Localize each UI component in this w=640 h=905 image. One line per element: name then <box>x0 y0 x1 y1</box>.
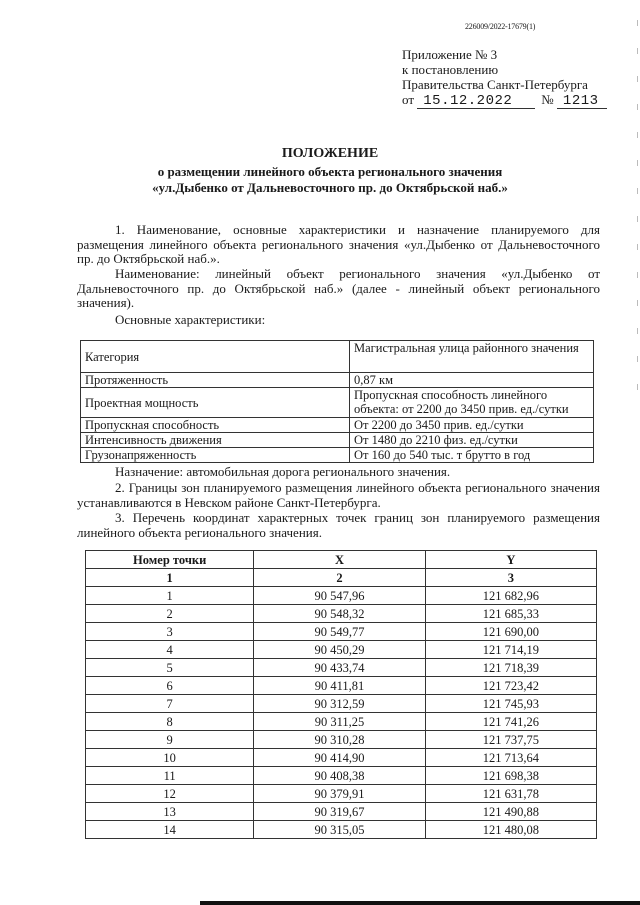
characteristic-key: Грузонапряженность <box>81 448 350 463</box>
point-number: 1 <box>86 587 254 605</box>
characteristics-table <box>80 340 594 463</box>
table-row <box>86 641 597 659</box>
x-coordinate: 90 549,77 <box>254 623 425 641</box>
characteristic-key: Проектная мощность <box>81 388 350 418</box>
decree-date: 15.12.2022 <box>417 95 535 109</box>
x-coordinate: 90 315,05 <box>254 821 425 839</box>
characteristic-value: От 2200 до 3450 прив. ед./сутки <box>350 418 594 433</box>
x-coordinate: 90 548,32 <box>254 605 425 623</box>
y-coordinate: 121 741,26 <box>425 713 596 731</box>
point-number: 4 <box>86 641 254 659</box>
title-subtitle: о размещении линейного объекта регионального значения <box>157 164 503 179</box>
point-number: 14 <box>86 821 254 839</box>
table-row <box>81 373 594 388</box>
point-number: 9 <box>86 731 254 749</box>
table-row <box>86 713 597 731</box>
table-row <box>86 803 597 821</box>
characteristic-value: От 160 до 540 тыс. т брутто в год <box>350 448 594 463</box>
appendix-line: Правительства Санкт-Петербурга <box>402 77 588 92</box>
table-row <box>86 749 597 767</box>
appendix-line: к постановлению <box>402 62 499 77</box>
table-row <box>81 448 594 463</box>
y-coordinate: 121 490,88 <box>425 803 596 821</box>
point-number: 8 <box>86 713 254 731</box>
point-number: 7 <box>86 695 254 713</box>
decree-number: 1213 <box>557 95 607 109</box>
characteristic-value: Пропускная способность линейного объекта: от 2200 до 3450 прив. ед./сутки <box>350 388 594 418</box>
y-coordinate: 121 698,38 <box>425 767 596 785</box>
column-header-x: X <box>254 551 425 569</box>
from-label: от <box>402 92 415 107</box>
paragraph-2-boundaries: 2. Границы зон планируемого размещения линейного объекта регионального значения устанавливаются в Невском районе Санкт-Петербурга. <box>77 480 600 510</box>
table-row <box>81 433 594 448</box>
point-number: 6 <box>86 677 254 695</box>
x-coordinate: 90 547,96 <box>254 587 425 605</box>
number-sign: № <box>541 92 554 107</box>
document-title <box>120 146 540 196</box>
table-row <box>86 623 597 641</box>
table-row <box>86 767 597 785</box>
x-coordinate: 90 310,28 <box>254 731 425 749</box>
table-column-number-row <box>86 569 597 587</box>
x-coordinate: 90 379,91 <box>254 785 425 803</box>
characteristic-value: Магистральная улица районного значения <box>350 341 594 373</box>
table-row <box>86 677 597 695</box>
table-row <box>86 587 597 605</box>
table-row <box>86 605 597 623</box>
paragraph-2: Наименование: линейный объект регионального значения «ул.Дыбенко от Дальневосточного пр. до Октябрьской наб.» (далее - линейный объект регионального значения). <box>77 266 600 310</box>
title-object-name: «ул.Дыбенко от Дальневосточного пр. до Октябрьской наб.» <box>152 180 508 195</box>
paragraph-1: 1. Наименование, основные характеристики и назначение планируемого для размещения линейного объекта регионального значения «ул.Дыбенко от Дальневосточного пр. до Октябрьской наб.». <box>77 222 600 266</box>
point-number: 13 <box>86 803 254 821</box>
table-row <box>81 418 594 433</box>
table-row <box>81 388 594 418</box>
table-row <box>86 731 597 749</box>
table-row <box>86 821 597 839</box>
characteristic-key: Протяженность <box>81 373 350 388</box>
x-coordinate: 90 408,38 <box>254 767 425 785</box>
table-row <box>86 695 597 713</box>
point-number: 5 <box>86 659 254 677</box>
characteristic-key: Пропускная способность <box>81 418 350 433</box>
scan-edge-artifact <box>637 20 638 400</box>
y-coordinate: 121 714,19 <box>425 641 596 659</box>
appendix-line: Приложение № 3 <box>402 47 498 62</box>
x-coordinate: 90 411,81 <box>254 677 425 695</box>
y-coordinate: 121 737,75 <box>425 731 596 749</box>
paragraph-3-coordinates: 3. Перечень координат характерных точек границ зон планируемого размещения линейного объекта регионального значения. <box>77 510 600 540</box>
point-number: 12 <box>86 785 254 803</box>
characteristic-value: 0,87 км <box>350 373 594 388</box>
x-coordinate: 90 319,67 <box>254 803 425 821</box>
y-coordinate: 121 685,33 <box>425 605 596 623</box>
y-coordinate: 121 480,08 <box>425 821 596 839</box>
point-number: 3 <box>86 623 254 641</box>
table-row <box>86 785 597 803</box>
paragraph-purpose: Назначение: автомобильная дорога регионального значения. <box>115 464 451 479</box>
title-main: ПОЛОЖЕНИЕ <box>281 146 379 161</box>
table-header-row <box>86 551 597 569</box>
document-registration-number: 226009/2022-17679(1) <box>465 22 536 31</box>
column-header-point: Номер точки <box>86 551 254 569</box>
characteristic-key: Интенсивность движения <box>81 433 350 448</box>
column-number: 3 <box>425 569 596 587</box>
appendix-date-line <box>402 92 607 107</box>
table-row <box>86 659 597 677</box>
point-number: 10 <box>86 749 254 767</box>
column-number: 2 <box>254 569 425 587</box>
x-coordinate: 90 311,25 <box>254 713 425 731</box>
x-coordinate: 90 433,74 <box>254 659 425 677</box>
column-number: 1 <box>86 569 254 587</box>
column-header-y: Y <box>425 551 596 569</box>
y-coordinate: 121 690,00 <box>425 623 596 641</box>
x-coordinate: 90 414,90 <box>254 749 425 767</box>
coordinates-table <box>85 550 597 839</box>
point-number: 2 <box>86 605 254 623</box>
appendix-header <box>402 47 607 107</box>
characteristic-value: От 1480 до 2210 физ. ед./сутки <box>350 433 594 448</box>
table-row <box>81 341 594 373</box>
y-coordinate: 121 745,93 <box>425 695 596 713</box>
characteristic-key: Категория <box>81 341 350 373</box>
y-coordinate: 121 718,39 <box>425 659 596 677</box>
point-number: 11 <box>86 767 254 785</box>
paragraph-3: Основные характеристики: <box>115 312 266 327</box>
y-coordinate: 121 713,64 <box>425 749 596 767</box>
scan-edge-artifact <box>200 901 640 905</box>
y-coordinate: 121 723,42 <box>425 677 596 695</box>
y-coordinate: 121 682,96 <box>425 587 596 605</box>
x-coordinate: 90 312,59 <box>254 695 425 713</box>
y-coordinate: 121 631,78 <box>425 785 596 803</box>
x-coordinate: 90 450,29 <box>254 641 425 659</box>
